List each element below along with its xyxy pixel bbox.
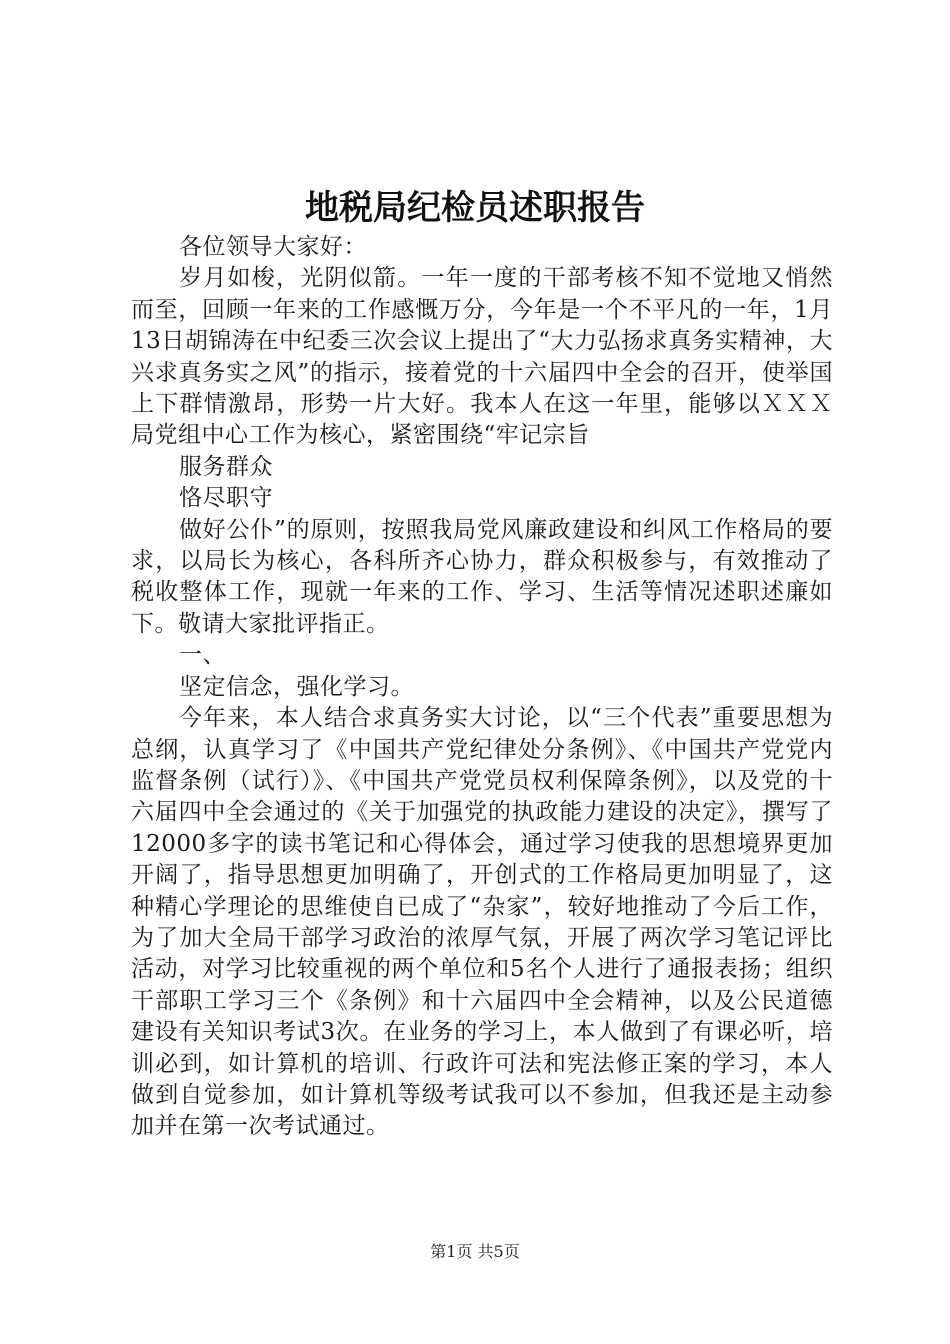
- section-number: 一、: [179, 642, 226, 669]
- body-paragraph: 做好公仆”的原则，按照我局党风廉政建设和纠风工作格局的要求，以局长为核心，各科所齐心协力，群众积极参与，有效推动了税收整体工作，现就一年来的工作、学习、生活等情况述职述廉如下。敬请大家批评指正。: [131, 516, 833, 637]
- body-paragraph: 岁月如梭，光阴似箭。一年一度的干部考核不知不觉地又悄然而至，回顾一年来的工作感慨万分，今年是一个不平凡的一年，1月13日胡锦涛在中纪委三次会议上提出了“大力弘扬求真务实精神，大兴求真务实之风”的指示，接着党的十六届四中全会的召开，使举国上下群情激昂，形势一片大好。我本人在这一年里，能够以ＸＸＸ局党组中心工作为核心，紧密围绕“牢记宗旨: [131, 265, 833, 449]
- body-paragraph: 恪尽职守: [179, 485, 273, 512]
- body-paragraph: 今年来，本人结合求真务实大讨论，以“三个代表”重要思想为总纲，认真学习了《中国共产党纪律处分条例》、《中国共产党党内监督条例（试行）》、《中国共产党党员权利保障条例》，以及党的十六届四中全会通过的《关于加强党的执政能力建设的决定》，撰写了12000多字的读书笔记和心得体会，通过学习使我的思想境界更加开阔了，指导思想更加明确了，开创式的工作格局更加明显了，这种精心学理论的思维使自已成了“杂家”，较好地推动了今后工作，为了加大全局干部学习政治的浓厚气氛，开展了两次学习笔记评比活动，对学习比较重视的两个单位和5名个人进行了通报表扬；组织干部职工学习三个《条例》和十六届四中全会精神，以及公民道德建设有关知识考试3次。在业务的学习上，本人做到了有课必听，培训必到，如计算机的培训、行政许可法和宪法修正案的学习，本人做到自觉参加，如计算机等级考试我可以不参加，但我还是主动参加并在第一次考试通过。: [131, 705, 833, 1140]
- document-title: 地税局纪检员述职报告: [305, 188, 645, 228]
- section-heading: 坚定信念，强化学习。: [179, 673, 414, 700]
- greeting-paragraph: 各位领导大家好：: [179, 234, 367, 260]
- document-body: [131, 232, 833, 1143]
- page-footer: 第1页 共5页: [430, 1242, 520, 1261]
- body-paragraph: 服务群众: [179, 453, 273, 480]
